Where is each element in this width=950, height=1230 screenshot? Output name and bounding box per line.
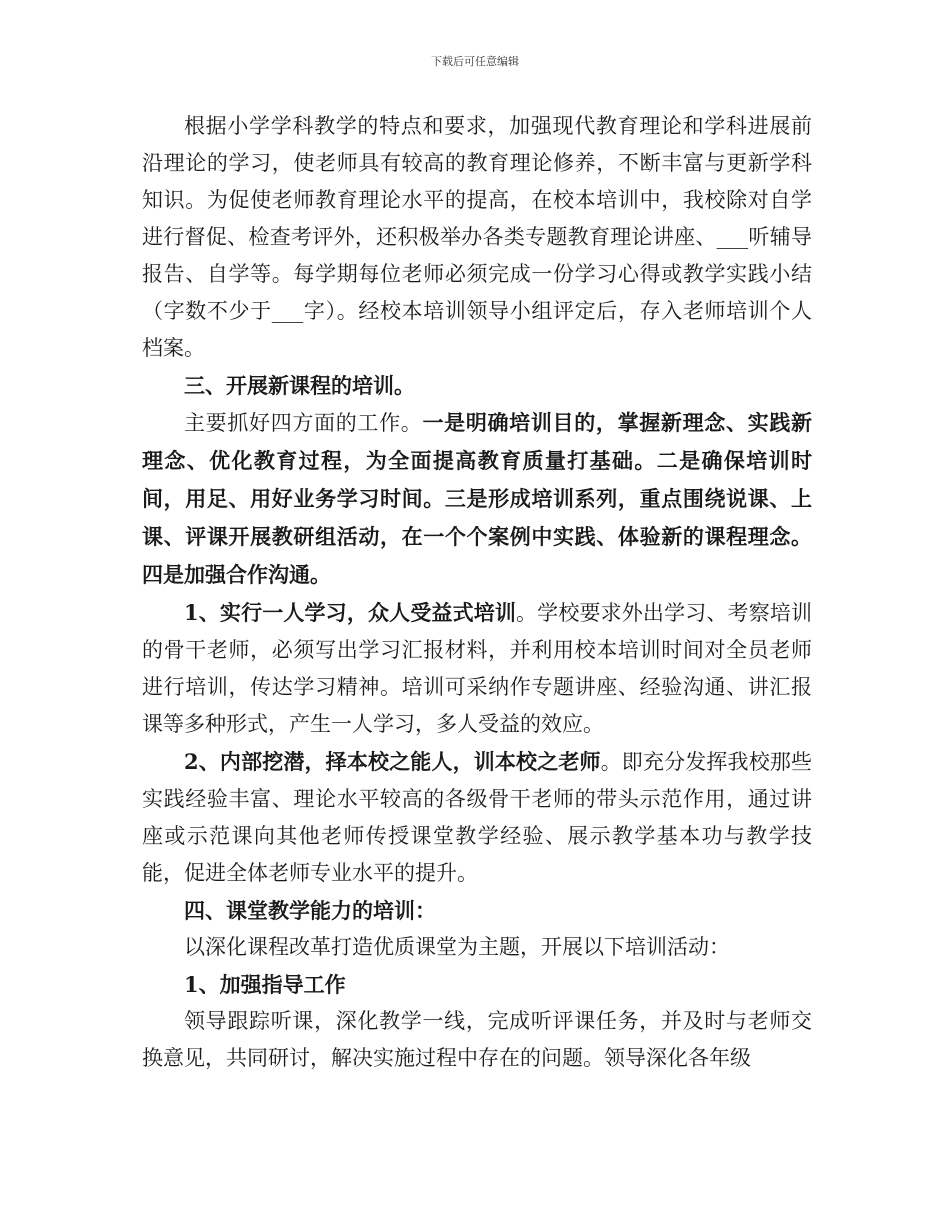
- text-run: 1、加强指导工作: [184, 972, 346, 997]
- paragraph-deepen-reform: [142, 929, 812, 966]
- document-body: [142, 108, 812, 1077]
- section-heading-classroom-teaching: [142, 892, 812, 929]
- text-run: 四、课堂教学能力的培训：: [184, 898, 436, 923]
- text-run: 。即充分发挥我校那些实践经验丰富、理论水平较高的各级骨干老师的带头示范作用，通过讲座或示范课向其他老师传授课堂教学经验、展示教学基本功与教学技能，促进全体老师专业水平的提升。: [142, 750, 812, 885]
- text-run-bold: 1、实行一人学习，众人受益式培训: [184, 600, 517, 625]
- page-header: 下载后可任意编辑: [431, 55, 519, 68]
- text-run: 根据小学学科教学的特点和要求，加强现代教育理论和学科进展前沿理论的学习，使老师具有较高的教育理论修养，不断丰富与更新学科知识。为促使老师教育理论水平的提高，在校本培训中，我校除对自学进行督促、检查考评外，还积极举办各类专题教育理论讲座、___听辅导报告、自学等。每学期每位老师必须完成一份学习心得或教学实践小结（字数不少于___字）。经校本培训领导小组评定后，存入老师培训个人档案。: [142, 114, 812, 360]
- section-heading-new-curriculum: [142, 367, 812, 404]
- paragraph-four-aspects: [142, 404, 812, 594]
- text-run: 以深化课程改革打造优质课堂为主题，开展以下培训活动：: [184, 935, 730, 959]
- paragraph-leadership-tracking: [142, 1003, 812, 1077]
- text-run: 三、开展新课程的培训。: [184, 373, 415, 398]
- text-run: 。学校要求外出学习、考察培训的骨干老师，必须写出学习汇报材料，并利用校本培训时间对全员老师进行培训，传达学习精神。培训可采纳作专题讲座、经验沟通、讲汇报课等多种形式，产生一人学习，多人受益的效应。: [142, 601, 812, 736]
- text-run-bold: 2、内部挖潜，择本校之能人，训本校之老师: [184, 749, 601, 774]
- subheading-strengthen-guidance: [142, 966, 812, 1003]
- text-run: 主要抓好四方面的工作。: [184, 411, 423, 435]
- text-run: 领导跟踪听课，深化教学一线，完成听评课任务，并及时与老师交换意见，共同研讨，解决实施过程中存在的问题。领导深化各年级: [142, 1009, 812, 1070]
- paragraph-theory-study: [142, 108, 812, 367]
- text-run-bold: 一是明确培训目的，掌握新理念、实践新理念、优化教育过程，为全面提高教育质量打基础。二是确保培训时间，用足、用好业务学习时间。三是形成培训系列，重点围绕说课、上课、评课开展教研组活动，在一个个案例中实践、体验新的课程理念。四是加强合作沟通。: [142, 410, 813, 587]
- paragraph-one-learns-many-benefit: [142, 594, 812, 743]
- paragraph-internal-potential: [142, 743, 812, 892]
